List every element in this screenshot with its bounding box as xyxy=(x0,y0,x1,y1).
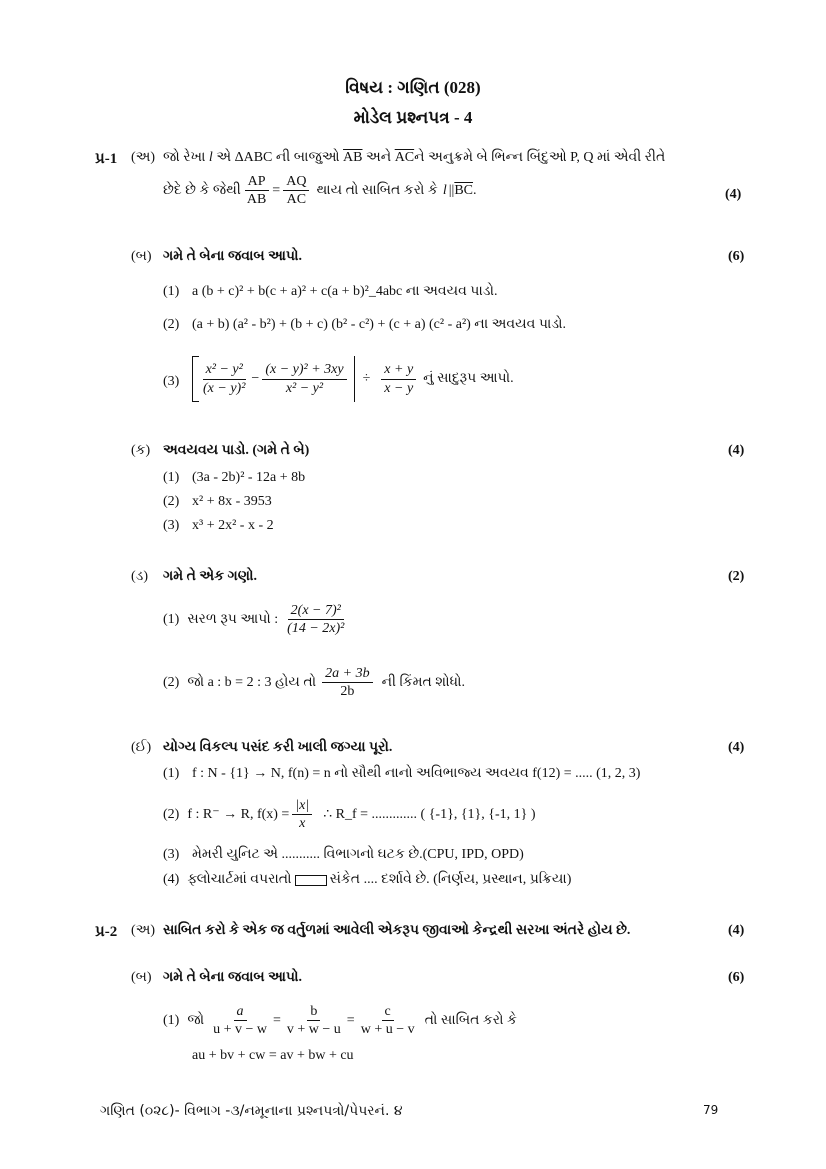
q1-c-item-num: (2) xyxy=(163,494,180,509)
flowchart-process-symbol xyxy=(295,875,327,886)
q1-e-item2: (2) f : R⁻ → R, f(x) = $\frac{|x|}{x}$ ∴ R_f = ............. ( {-1}, {1}, {-1, 1} ) xyxy=(163,798,536,832)
q2-b-item1-line2: au + bv + cw = av + bw + cu xyxy=(192,1048,354,1063)
q1-e-item3-num: (3) xyxy=(163,847,180,862)
q1-e-marks: (4) xyxy=(728,740,745,755)
q1-a-line1: જો રેખા l એ ΔABC ની બાજુઓ $\overline{AB}$ અને $\overline{AC}ને$ અનુક્રમે બે ભિન્ન બિંદુઓ P, Q માં એવી રીતે xyxy=(163,150,666,165)
q2-b-label: (બ) xyxy=(131,970,152,985)
q1-d-label: (ડ) xyxy=(131,569,149,584)
q1-e-label: (ઈ) xyxy=(131,740,152,755)
q1-b-item2-num: (2) xyxy=(163,317,180,332)
bracket-expression: $\frac{\text{x² − y²}}{\text{(x − y)²}}$ − $\frac{\text{(x − y)² + 3xy}}{\text{x² − y²}}$ xyxy=(192,356,355,402)
segment-bc: $\overline{BC}$ xyxy=(454,182,474,198)
q1-a-marks: (4) xyxy=(725,187,742,202)
q2-b-marks: (6) xyxy=(728,970,745,985)
q1-c-item: x² + 8x - 3953 xyxy=(192,494,272,509)
q1-c-item-num: (1) xyxy=(163,470,180,485)
q2-b-item1: (1) જો $\frac{a}{u + v - w}$ = $\frac{b}{v + w - u}$ = $\frac{c}{w + u - v}$ તો સાબિત કરો કે xyxy=(163,1004,517,1038)
q1-e-item3: મેમરી યુનિટ એ ........... વિભાગનો ઘટક છે.(CPU, IPD, OPD) xyxy=(192,847,524,862)
q1-c-item-num: (3) xyxy=(163,518,180,533)
q1-a-line2: છેદે છે કે જેથી $\frac{AP}{AB}$ = $\frac{AQ}{AC}$ થાય તો સાબિત કરો કે l || $\overline{BC}$ . xyxy=(163,174,477,208)
q2-a-label: (અ) xyxy=(131,923,156,938)
q1-b-item2: (a + b) (a² - b²) + (b + c) (b² - c²) + (c + a) (c² - a²) ના અવયવ પાડો. xyxy=(192,317,567,332)
q1-d-item1: (1) સરળ રૂપ આપો : $\frac{\text{2(x − 7)²}}{\text{(14 − 2x)²}}$ xyxy=(163,603,345,637)
q1-b-item1: a (b + c)² + b(c + a)² + c(a + b)²_4abc ના અવયવ પાડો. xyxy=(192,284,498,299)
q1-b-heading: ગમે તે બેના જવાબ આપો. xyxy=(163,249,303,264)
q1-d-item2: (2) જો a : b = 2 : 3 હોય તો $\frac{2a + 3b}{2b}$ ની કિંમત શોધો. xyxy=(163,666,465,700)
q1-c-marks: (4) xyxy=(728,443,745,458)
q1-b-item3: $\frac{\text{x² − y²}}{\text{(x − y)²}}$ − $\frac{\text{(x − y)² + 3xy}}{\text{x² − y²}}$ ÷ $\frac{x + y}{x - y}$ નું સાદુરૂપ આપો. xyxy=(192,356,514,402)
q1-b-item3-num: (3) xyxy=(163,374,180,389)
subject-heading: વિષય : ગણિત (028) xyxy=(345,78,481,97)
fraction-ap-ab: $\frac{AP}{AB}$ xyxy=(244,174,269,208)
q1-c-heading: અવયવય પાડો. (ગમે તે બે) xyxy=(163,443,310,458)
q2-a-marks: (4) xyxy=(728,923,745,938)
segment-ac: $\overline{AC}$ xyxy=(394,150,415,165)
q1-d-marks: (2) xyxy=(728,569,745,584)
q1-b-label: (બ) xyxy=(131,249,152,264)
q1-c-item: (3a - 2b)² - 12a + 8b xyxy=(192,470,306,485)
q1-c-item: x³ + 2x² - x - 2 xyxy=(192,518,274,533)
q1-c-label: (ક) xyxy=(131,443,151,458)
fraction-aq-ac: $\frac{AQ}{AC}$ xyxy=(283,174,309,208)
segment-ab: $\overline{AB}$ xyxy=(343,150,363,165)
q1-b-item1-num: (1) xyxy=(163,284,180,299)
paper-title: મોડેલ પ્રશ્નપત્ર - 4 xyxy=(353,108,473,127)
q2-label: પ્ર-2 xyxy=(95,924,118,940)
q1-e-item4: (4) ફ્લોચાર્ટમાં વપરાતો સંકેત .... દર્શાવે છે. (નિર્ણય, પ્રસ્થાન, પ્રક્રિયા) xyxy=(163,872,572,887)
q2-b-heading: ગમે તે બેના જવાબ આપો. xyxy=(163,970,303,985)
q2-a-text: સાબિત કરો કે એક જ વર્તુળમાં આવેલી એકરૂપ જીવાઓ કેન્દ્રથી સરખા અંતરે હોય છે. xyxy=(163,923,631,938)
q1-label: પ્ર-1 xyxy=(95,151,118,167)
q1-a-label: (અ) xyxy=(131,150,156,165)
q1-d-heading: ગમે તે એક ગણો. xyxy=(163,569,257,584)
footer-text: ગણિત (૦૨૮)- વિભાગ -૩/નમૂનાના પ્રશ્નપત્રો/પેપરનં. ૪ xyxy=(100,1103,403,1119)
page-number: 79 xyxy=(703,1103,719,1117)
q1-b-marks: (6) xyxy=(728,249,745,264)
q1-e-item1: f : N - {1} → N, f(n) = n નો સૌથી નાનો અવિભાજ્ય અવયવ f(12) = ..... (1, 2, 3) xyxy=(192,766,641,781)
q1-e-heading: યોગ્ય વિકલ્પ પસંદ કરી ખાલી જગ્યા પૂરો. xyxy=(163,740,393,755)
q1-e-item1-num: (1) xyxy=(163,766,180,781)
